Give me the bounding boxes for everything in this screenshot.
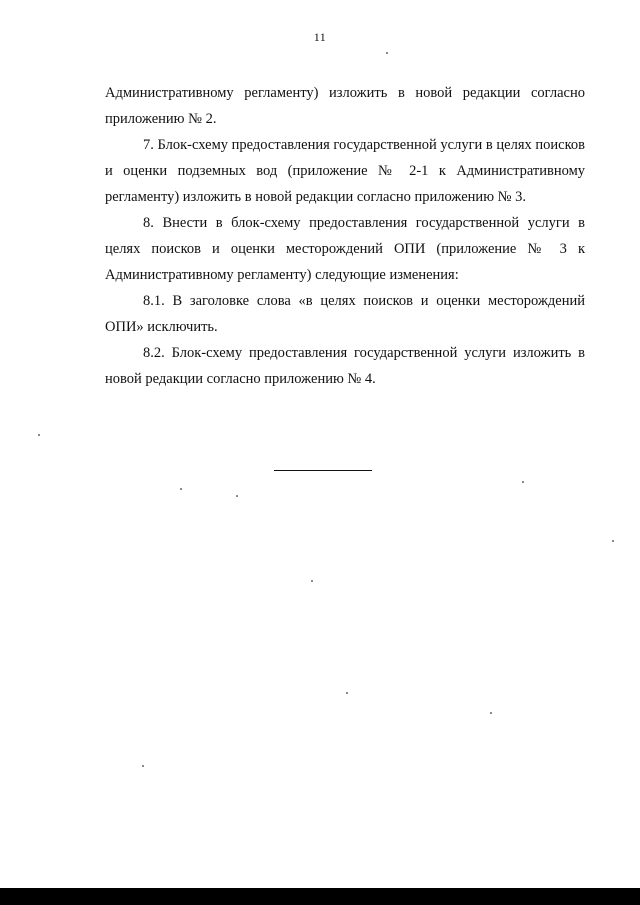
- scan-speck: [490, 712, 492, 714]
- scan-speck: [311, 580, 313, 582]
- scan-speck: [612, 540, 614, 542]
- paragraph-continuation: Административному регламенту) изложить в новой редакции согласно приложению № 2.: [105, 85, 585, 127]
- page-number: 11: [313, 30, 327, 44]
- scan-speck: [38, 434, 40, 436]
- scan-speck: [522, 481, 524, 483]
- document-body: [105, 80, 585, 392]
- paragraph-item-8-1: 8.1. В заголовке слова «в целях поисков и оценки месторождений ОПИ» исключить.: [105, 293, 585, 335]
- scan-edge-bar: [0, 888, 640, 905]
- scan-speck: [180, 488, 182, 490]
- paragraph-item-7: 7. Блок-схему предоставления государственной услуги в целях поисков и оценки подземных вод (приложение № 2-1 к Административному регламенту) изложить в новой редакции согласно приложению № 3.: [105, 137, 585, 205]
- end-of-text-rule: [274, 470, 372, 471]
- scan-speck: [386, 52, 388, 54]
- scan-speck: [236, 495, 238, 497]
- scan-speck: [346, 692, 348, 694]
- scan-speck: [142, 765, 144, 767]
- paragraph-item-8: 8. Внести в блок-схему предоставления государственной услуги в целях поисков и оценки месторождений ОПИ (приложение № 3 к Административному регламенту) следующие изменения:: [105, 215, 585, 283]
- paragraph-item-8-2: 8.2. Блок-схему предоставления государственной услуги изложить в новой редакции согласно приложению № 4.: [105, 345, 585, 387]
